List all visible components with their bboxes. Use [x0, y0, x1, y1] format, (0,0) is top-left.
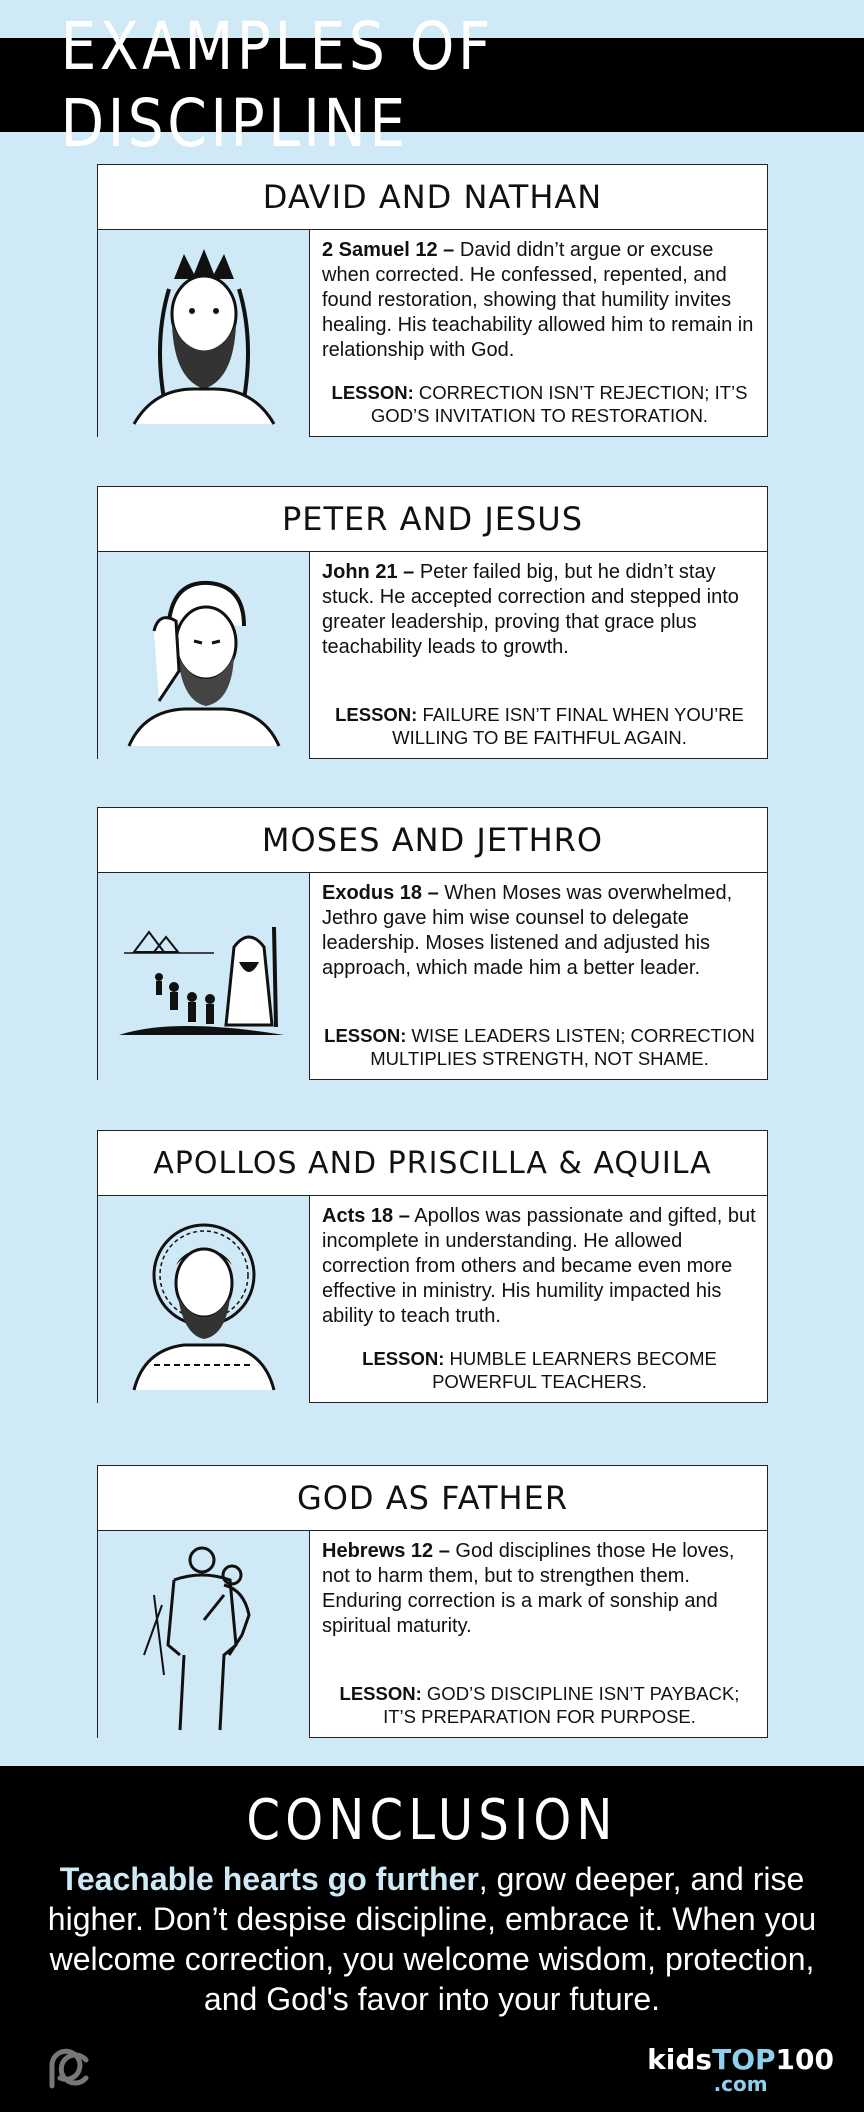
scripture-reference: 2 Samuel 12 –: [322, 239, 455, 261]
kidstop100-logo: [647, 2043, 834, 2096]
scripture-reference: Acts 18 –: [322, 1205, 410, 1227]
lesson-text: CORRECTION ISN’T REJECTION; IT’S GOD’S INVITATION TO RESTORATION.: [370, 382, 748, 426]
card-title: GOD AS FATHER: [98, 1466, 767, 1531]
card-title: PETER AND JESUS: [98, 487, 767, 552]
scripture-reference: Hebrews 12 –: [322, 1540, 450, 1562]
lesson-text: GOD’S DISCIPLINE ISN’T PAYBACK; IT’S PREPARATION FOR PURPOSE.: [383, 1683, 740, 1727]
page-title: EXAMPLES OF DISCIPLINE: [60, 8, 494, 162]
lesson-label: LESSON:: [362, 1348, 445, 1369]
conclusion-title: CONCLUSION: [246, 1788, 618, 1853]
card-title: APOLLOS AND PRISCILLA & AQUILA: [98, 1131, 767, 1196]
conclusion-text: [30, 1859, 834, 2019]
brand-domain: .com: [713, 2072, 768, 2096]
card-description: Peter failed big, but he didn’t stay stuck. He accepted correction and stepped into greater leadership, proving that grace plus teachability leads to growth.: [322, 561, 739, 658]
apollos-portrait-icon: [98, 1196, 310, 1403]
lesson-label: LESSON:: [324, 1025, 407, 1046]
brand-number: 100: [775, 2043, 834, 2076]
card-description: Apollos was passionate and gifted, but incomplete in understanding. He allowed correction from others and became even more effective in ministry. His humility impacted his ability to teach truth.: [322, 1205, 756, 1327]
father-carrying-child-icon: [98, 1531, 310, 1738]
card-description: When Moses was overwhelmed, Jethro gave him wise counsel to delegate leadership. Moses listened and adjusted his approach, which made him a better leader.: [322, 882, 733, 979]
card-description: God disciplines those He loves, not to harm them, but to strengthen them. Enduring correction is a mark of sonship and spiritual maturity.: [322, 1540, 735, 1637]
brand-top: TOP: [712, 2043, 776, 2076]
lesson-text: FAILURE ISN’T FINAL WHEN YOU’RE WILLING TO BE FAITHFUL AGAIN.: [392, 704, 744, 748]
card-title: MOSES AND JETHRO: [98, 808, 767, 873]
scripture-reference: John 21 –: [322, 561, 415, 583]
conclusion-highlight: Teachable hearts go further: [59, 1861, 479, 1897]
conclusion-section: [0, 1766, 864, 2112]
lesson-label: LESSON:: [335, 704, 418, 725]
example-card-apollos: [97, 1130, 768, 1403]
pc-logo-icon: [30, 2046, 94, 2090]
peter-portrait-icon: [98, 552, 310, 759]
example-card-peter: [97, 486, 768, 759]
conclusion-body: , grow deeper, and rise higher. Don’t despise discipline, embrace it. When you welcome correction, you welcome wisdom, protection, and God's favor into your future.: [47, 1861, 817, 2017]
card-description: David didn’t argue or excuse when corrected. He confessed, repented, and found restoration, showing that humility invites healing. His teachability allowed him to remain in relationship with God.: [322, 239, 754, 361]
example-card-god-as-father: [97, 1465, 768, 1738]
header-banner: [0, 8, 864, 162]
example-card-david: [97, 164, 768, 437]
lesson-text: WISE LEADERS LISTEN; CORRECTION MULTIPLIES STRENGTH, NOT SHAME.: [370, 1025, 755, 1069]
moses-leading-people-icon: [98, 873, 310, 1080]
example-card-moses: [97, 807, 768, 1080]
scripture-reference: Exodus 18 –: [322, 882, 439, 904]
lesson-label: LESSON:: [331, 382, 414, 403]
king-david-portrait-icon: [98, 230, 310, 437]
lesson-text: HUMBLE LEARNERS BECOME POWERFUL TEACHERS.: [432, 1348, 717, 1392]
card-title: DAVID AND NATHAN: [98, 165, 767, 230]
brand-kids: kids: [647, 2043, 713, 2076]
lesson-label: LESSON:: [339, 1683, 422, 1704]
